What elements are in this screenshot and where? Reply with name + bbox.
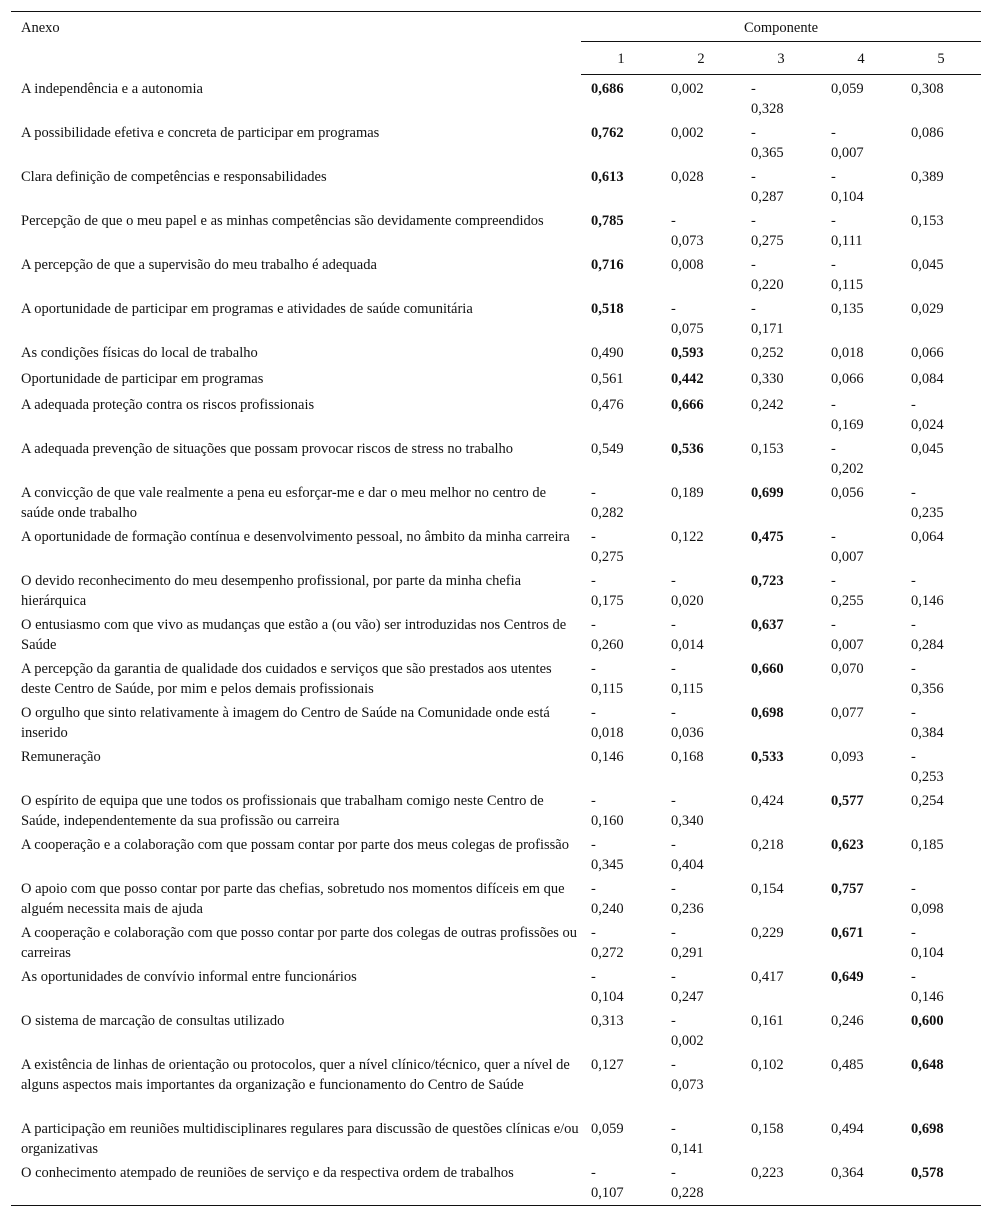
item-label: Percepção de que o meu papel e as minhas competências são devidamente compreendidos (21, 213, 544, 229)
loading-value-c1: - 0,115 (591, 661, 624, 697)
table-row (11, 393, 981, 437)
loading-value-c2: - 0,036 (671, 705, 704, 741)
table-row (11, 525, 981, 569)
loading-value-c5: 0,600 (911, 1013, 944, 1029)
loading-value-c3: 0,242 (751, 397, 784, 413)
loading-value-c3: 0,660 (751, 661, 784, 677)
table-row (11, 701, 981, 745)
table-row (11, 921, 981, 965)
loading-value-c2: 0,442 (671, 371, 704, 387)
loading-value-c2: - 0,236 (671, 881, 704, 917)
item-label: A oportunidade de formação contínua e desenvolvimento pessoal, no âmbito da minha carreira (21, 529, 570, 545)
loading-value-c5: - 0,024 (911, 397, 944, 433)
loading-value-c2: 0,002 (671, 81, 704, 97)
loading-value-c5: - 0,253 (911, 749, 944, 785)
table-row (11, 481, 981, 525)
loading-value-c1: 0,613 (591, 169, 624, 185)
loading-value-c3: - 0,220 (751, 257, 784, 293)
component-number-header: 3 (741, 42, 821, 75)
loading-value-c2: 0,666 (671, 397, 704, 413)
loading-value-c3: 0,330 (751, 371, 784, 387)
component-number-header: 1 (581, 42, 661, 75)
loading-value-c4: 0,485 (831, 1057, 864, 1073)
table-row (11, 75, 981, 122)
table-row (11, 965, 981, 1009)
loading-value-c2: 0,008 (671, 257, 704, 273)
loading-value-c1: - 0,282 (591, 485, 624, 521)
loading-value-c3: 0,252 (751, 345, 784, 361)
loading-value-c5: 0,389 (911, 169, 944, 185)
item-label: Oportunidade de participar em programas (21, 371, 264, 387)
loading-value-c3: - 0,287 (751, 169, 784, 205)
table-row (11, 341, 981, 367)
loading-value-c3: 0,637 (751, 617, 784, 633)
table-row (11, 165, 981, 209)
table-row (11, 833, 981, 877)
loading-value-c4: 0,757 (831, 881, 864, 897)
table-row (11, 1053, 981, 1117)
loading-value-c1: 0,762 (591, 125, 624, 141)
loading-value-c1: 0,127 (591, 1057, 624, 1073)
loading-value-c4: - 0,007 (831, 125, 864, 161)
loading-value-c1: 0,716 (591, 257, 624, 273)
item-label: A cooperação e colaboração com que posso contar por parte dos colegas de outras profissões ou carreiras (21, 925, 578, 961)
loading-value-c3: 0,698 (751, 705, 784, 721)
loading-value-c5: 0,084 (911, 371, 944, 387)
loading-value-c3: 0,218 (751, 837, 784, 853)
loading-value-c4: - 0,255 (831, 573, 864, 609)
item-label: A adequada proteção contra os riscos profissionais (21, 397, 315, 413)
loading-value-c2: 0,028 (671, 169, 704, 185)
loading-value-c5: - 0,104 (911, 925, 944, 961)
loading-value-c3: 0,154 (751, 881, 784, 897)
loading-value-c3: 0,417 (751, 969, 784, 985)
loading-value-c3: - 0,171 (751, 301, 784, 337)
loading-value-c1: 0,686 (591, 81, 624, 97)
table-row (11, 569, 981, 613)
loading-value-c2: - 0,075 (671, 301, 704, 337)
table-row (11, 613, 981, 657)
loading-value-c5: - 0,284 (911, 617, 944, 653)
loading-value-c4: 0,649 (831, 969, 864, 985)
loading-value-c4: 0,246 (831, 1013, 864, 1029)
loading-value-c3: - 0,365 (751, 125, 784, 161)
table-row (11, 121, 981, 165)
loading-value-c1: 0,561 (591, 371, 624, 387)
loading-value-c1: - 0,104 (591, 969, 624, 1005)
loading-value-c5: 0,045 (911, 441, 944, 457)
loading-value-c5: - 0,146 (911, 969, 944, 1005)
loading-value-c4: 0,066 (831, 371, 864, 387)
loading-value-c2: 0,189 (671, 485, 704, 501)
table-row (11, 367, 981, 393)
loading-value-c5: 0,064 (911, 529, 944, 545)
loading-value-c3: 0,102 (751, 1057, 784, 1073)
table-row (11, 745, 981, 789)
component-number-header: 5 (901, 42, 981, 75)
loading-value-c4: - 0,007 (831, 529, 864, 565)
item-label: O espírito de equipa que une todos os profissionais que trabalham comigo neste Centro de Saúde, independentemente da sua profissão ou carreira (21, 793, 544, 829)
loading-value-c3: - 0,275 (751, 213, 784, 249)
loading-value-c5: - 0,384 (911, 705, 944, 741)
loading-value-c3: 0,153 (751, 441, 784, 457)
loading-value-c3: 0,223 (751, 1165, 784, 1181)
loading-value-c5: - 0,356 (911, 661, 944, 697)
loading-value-c2: - 0,115 (671, 661, 704, 697)
component-number-header: 4 (821, 42, 901, 75)
loading-value-c3: 0,533 (751, 749, 784, 765)
loading-value-c4: - 0,169 (831, 397, 864, 433)
loading-value-c2: - 0,014 (671, 617, 704, 653)
table-row (11, 789, 981, 833)
loading-value-c4: 0,093 (831, 749, 864, 765)
header-row-group (11, 12, 981, 42)
loading-value-c4: 0,077 (831, 705, 864, 721)
loading-value-c1: 0,059 (591, 1121, 624, 1137)
item-label: A adequada prevenção de situações que possam provocar riscos de stress no trabalho (21, 441, 514, 457)
loading-value-c2: - 0,020 (671, 573, 704, 609)
loading-value-c3: - 0,328 (751, 81, 784, 117)
item-label: As condições físicas do local de trabalho (21, 345, 258, 361)
item-label: A convicção de que vale realmente a pena eu esforçar-me e dar o meu melhor no centro de saúde onde trabalho (21, 485, 547, 521)
item-label: O orgulho que sinto relativamente à imagem do Centro de Saúde na Comunidade onde está inserido (21, 705, 550, 741)
table-row (11, 657, 981, 701)
loading-value-c4: - 0,111 (831, 213, 863, 249)
loading-value-c1: 0,313 (591, 1013, 624, 1029)
loading-value-c3: 0,158 (751, 1121, 784, 1137)
loading-value-c1: 0,476 (591, 397, 624, 413)
loading-value-c1: - 0,345 (591, 837, 624, 873)
loading-value-c4: - 0,202 (831, 441, 864, 477)
item-label: O devido reconhecimento do meu desempenho profissional, por parte da minha chefia hierárquica (21, 573, 522, 609)
loading-value-c4: 0,494 (831, 1121, 864, 1137)
item-label: Remuneração (21, 749, 101, 765)
item-label: O entusiasmo com que vivo as mudanças que estão a (ou vão) ser introduzidas nos Centros de Saúde (21, 617, 567, 653)
loading-value-c2: - 0,073 (671, 1057, 704, 1093)
table-row (11, 1161, 981, 1206)
item-label: Clara definição de competências e responsabilidades (21, 169, 327, 185)
loading-value-c5: - 0,235 (911, 485, 944, 521)
loading-value-c5: 0,308 (911, 81, 944, 97)
item-label: A percepção da garantia de qualidade dos cuidados e serviços que são prestados aos utentes deste Centro de Saúde, por mim e pelos demais profissionais (21, 661, 552, 697)
loading-value-c3: 0,475 (751, 529, 784, 545)
table-row (11, 877, 981, 921)
loading-value-c1: - 0,260 (591, 617, 624, 653)
loading-value-c5: 0,648 (911, 1057, 944, 1073)
loading-value-c2: 0,002 (671, 125, 704, 141)
loading-value-c5: 0,066 (911, 345, 944, 361)
column-header-anexo: Anexo (21, 20, 60, 36)
table-row (11, 437, 981, 481)
loading-value-c2: 0,168 (671, 749, 704, 765)
loading-value-c2: 0,593 (671, 345, 704, 361)
table-row (11, 1117, 981, 1161)
item-label: A participação em reuniões multidisciplinares regulares para discussão de questões clínicas e/ou organizativas (21, 1121, 579, 1157)
loading-value-c2: - 0,141 (671, 1121, 704, 1157)
loading-value-c4: 0,059 (831, 81, 864, 97)
loading-value-c2: - 0,340 (671, 793, 704, 829)
loading-value-c2: - 0,002 (671, 1013, 704, 1049)
loading-value-c5: 0,045 (911, 257, 944, 273)
loading-value-c5: - 0,098 (911, 881, 944, 917)
loading-value-c3: 0,699 (751, 485, 784, 501)
loading-value-c4: - 0,104 (831, 169, 864, 205)
loading-value-c1: - 0,175 (591, 573, 624, 609)
loading-value-c1: - 0,160 (591, 793, 624, 829)
loading-value-c4: 0,671 (831, 925, 864, 941)
loading-value-c5: 0,698 (911, 1121, 944, 1137)
loading-value-c5: 0,029 (911, 301, 944, 317)
table-row (11, 1009, 981, 1053)
loading-value-c4: 0,070 (831, 661, 864, 677)
loading-value-c2: - 0,228 (671, 1165, 704, 1201)
loading-value-c5: 0,086 (911, 125, 944, 141)
item-label: O sistema de marcação de consultas utilizado (21, 1013, 285, 1029)
loading-value-c4: - 0,007 (831, 617, 864, 653)
loading-value-c5: 0,254 (911, 793, 944, 809)
loading-value-c4: 0,056 (831, 485, 864, 501)
loading-value-c1: - 0,240 (591, 881, 624, 917)
loading-value-c2: 0,536 (671, 441, 704, 457)
item-label: A possibilidade efetiva e concreta de participar em programas (21, 125, 380, 141)
loading-value-c3: 0,229 (751, 925, 784, 941)
item-label: A percepção de que a supervisão do meu trabalho é adequada (21, 257, 377, 273)
loading-value-c2: - 0,404 (671, 837, 704, 873)
loading-value-c2: - 0,291 (671, 925, 704, 961)
item-label: O apoio com que posso contar por parte das chefias, sobretudo nos momentos difíceis em que alguém necessita mais de ajuda (21, 881, 565, 917)
item-label: A independência e a autonomia (21, 80, 203, 97)
loading-value-c1: 0,785 (591, 213, 624, 229)
loading-value-c1: 0,518 (591, 301, 624, 317)
loading-value-c2: 0,122 (671, 529, 704, 545)
item-label: A existência de linhas de orientação ou protocolos, quer a nível clínico/técnico, quer a nível de alguns aspectos mais importantes da organização e funcionamento do Centro de Saúde (21, 1057, 570, 1093)
table-row (11, 253, 981, 297)
loadings-table-container (11, 11, 981, 1206)
loading-value-c1: - 0,275 (591, 529, 624, 565)
loading-value-c4: 0,135 (831, 301, 864, 317)
loading-value-c4: - 0,115 (831, 257, 864, 293)
component-loadings-table (11, 11, 981, 1206)
loading-value-c4: 0,018 (831, 345, 864, 361)
table-body (11, 75, 981, 1206)
loading-value-c1: 0,490 (591, 345, 624, 361)
loading-value-c1: - 0,107 (591, 1165, 624, 1201)
loading-value-c4: 0,577 (831, 793, 864, 809)
loading-value-c5: 0,185 (911, 837, 944, 853)
loading-value-c3: 0,161 (751, 1013, 784, 1029)
loading-value-c1: - 0,272 (591, 925, 624, 961)
loading-value-c2: - 0,247 (671, 969, 704, 1005)
loading-value-c5: 0,578 (911, 1165, 944, 1181)
column-header-componente: Componente (581, 12, 981, 42)
loading-value-c1: - 0,018 (591, 705, 624, 741)
loading-value-c4: 0,364 (831, 1165, 864, 1181)
item-label: O conhecimento atempado de reuniões de serviço e da respectiva ordem de trabalhos (21, 1165, 514, 1181)
loading-value-c1: 0,146 (591, 749, 624, 765)
table-row (11, 209, 981, 253)
loading-value-c1: 0,549 (591, 441, 624, 457)
table-row (11, 297, 981, 341)
loading-value-c2: - 0,073 (671, 213, 704, 249)
loading-value-c5: - 0,146 (911, 573, 944, 609)
item-label: As oportunidades de convívio informal entre funcionários (21, 969, 357, 985)
item-label: A cooperação e a colaboração com que possam contar por parte dos meus colegas de profissão (21, 837, 569, 853)
component-number-header: 2 (661, 42, 741, 75)
item-label: A oportunidade de participar em programas e atividades de saúde comunitária (21, 301, 473, 317)
loading-value-c3: 0,723 (751, 573, 784, 589)
loading-value-c3: 0,424 (751, 793, 784, 809)
loading-value-c4: 0,623 (831, 837, 864, 853)
loading-value-c5: 0,153 (911, 213, 944, 229)
